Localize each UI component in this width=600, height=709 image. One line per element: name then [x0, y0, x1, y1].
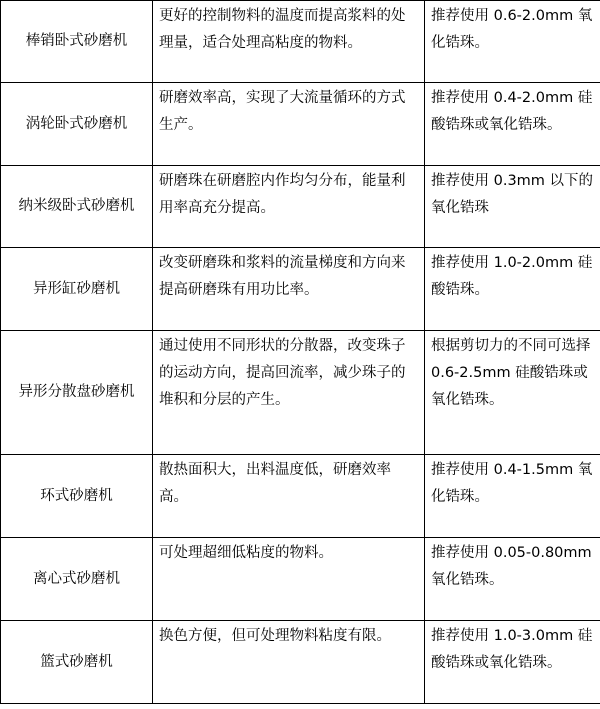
media-cell: 推荐使用 0.3mm 以下的氧化锆珠 — [425, 166, 600, 248]
grinder-name-cell: 篮式砂磨机 — [1, 621, 153, 704]
grinder-name-cell: 棒销卧式砂磨机 — [1, 1, 153, 83]
media-cell: 推荐使用 0.4-1.5mm 氧化锆珠。 — [425, 455, 600, 538]
table-row — [1, 331, 600, 455]
grinder-name-cell: 异形分散盘砂磨机 — [1, 331, 153, 455]
media-cell: 推荐使用 1.0-2.0mm 硅酸锆珠。 — [425, 248, 600, 331]
grinder-name-cell: 离心式砂磨机 — [1, 538, 153, 621]
media-cell: 根据剪切力的不同可选择 0.6-2.5mm 硅酸锆珠或氧化锆珠。 — [425, 331, 600, 455]
grinder-name-cell: 异形缸砂磨机 — [1, 248, 153, 331]
feature-cell: 可处理超细低粘度的物料。 — [153, 538, 425, 621]
media-cell: 推荐使用 0.05-0.80mm 氧化锆珠。 — [425, 538, 600, 621]
feature-cell: 更好的控制物料的温度而提高浆料的处理量，适合处理高粘度的物料。 — [153, 1, 425, 83]
media-cell: 推荐使用 0.4-2.0mm 硅酸锆珠或氧化锆珠。 — [425, 83, 600, 166]
feature-cell: 研磨效率高，实现了大流量循环的方式生产。 — [153, 83, 425, 166]
media-cell: 推荐使用 0.6-2.0mm 氧化锆珠。 — [425, 1, 600, 83]
table-row — [1, 166, 600, 248]
table-row — [1, 248, 600, 331]
table-row — [1, 1, 600, 83]
media-cell: 推荐使用 1.0-3.0mm 硅酸锆珠或氧化锆珠。 — [425, 621, 600, 704]
table-row — [1, 83, 600, 166]
table-row — [1, 621, 600, 704]
feature-cell: 换色方便，但可处理物料粘度有限。 — [153, 621, 425, 704]
grinder-name-cell: 纳米级卧式砂磨机 — [1, 166, 153, 248]
feature-cell: 通过使用不同形状的分散器，改变珠子的运动方向，提高回流率，减少珠子的堆积和分层的产生。 — [153, 331, 425, 455]
feature-cell: 改变研磨珠和浆料的流量梯度和方向来提高研磨珠有用功比率。 — [153, 248, 425, 331]
table-row — [1, 538, 600, 621]
feature-cell: 研磨珠在研磨腔内作均匀分布，能量利用率高充分提高。 — [153, 166, 425, 248]
table-row — [1, 455, 600, 538]
grinder-name-cell: 涡轮卧式砂磨机 — [1, 83, 153, 166]
grinder-name-cell: 环式砂磨机 — [1, 455, 153, 538]
feature-cell: 散热面积大，出料温度低，研磨效率高。 — [153, 455, 425, 538]
